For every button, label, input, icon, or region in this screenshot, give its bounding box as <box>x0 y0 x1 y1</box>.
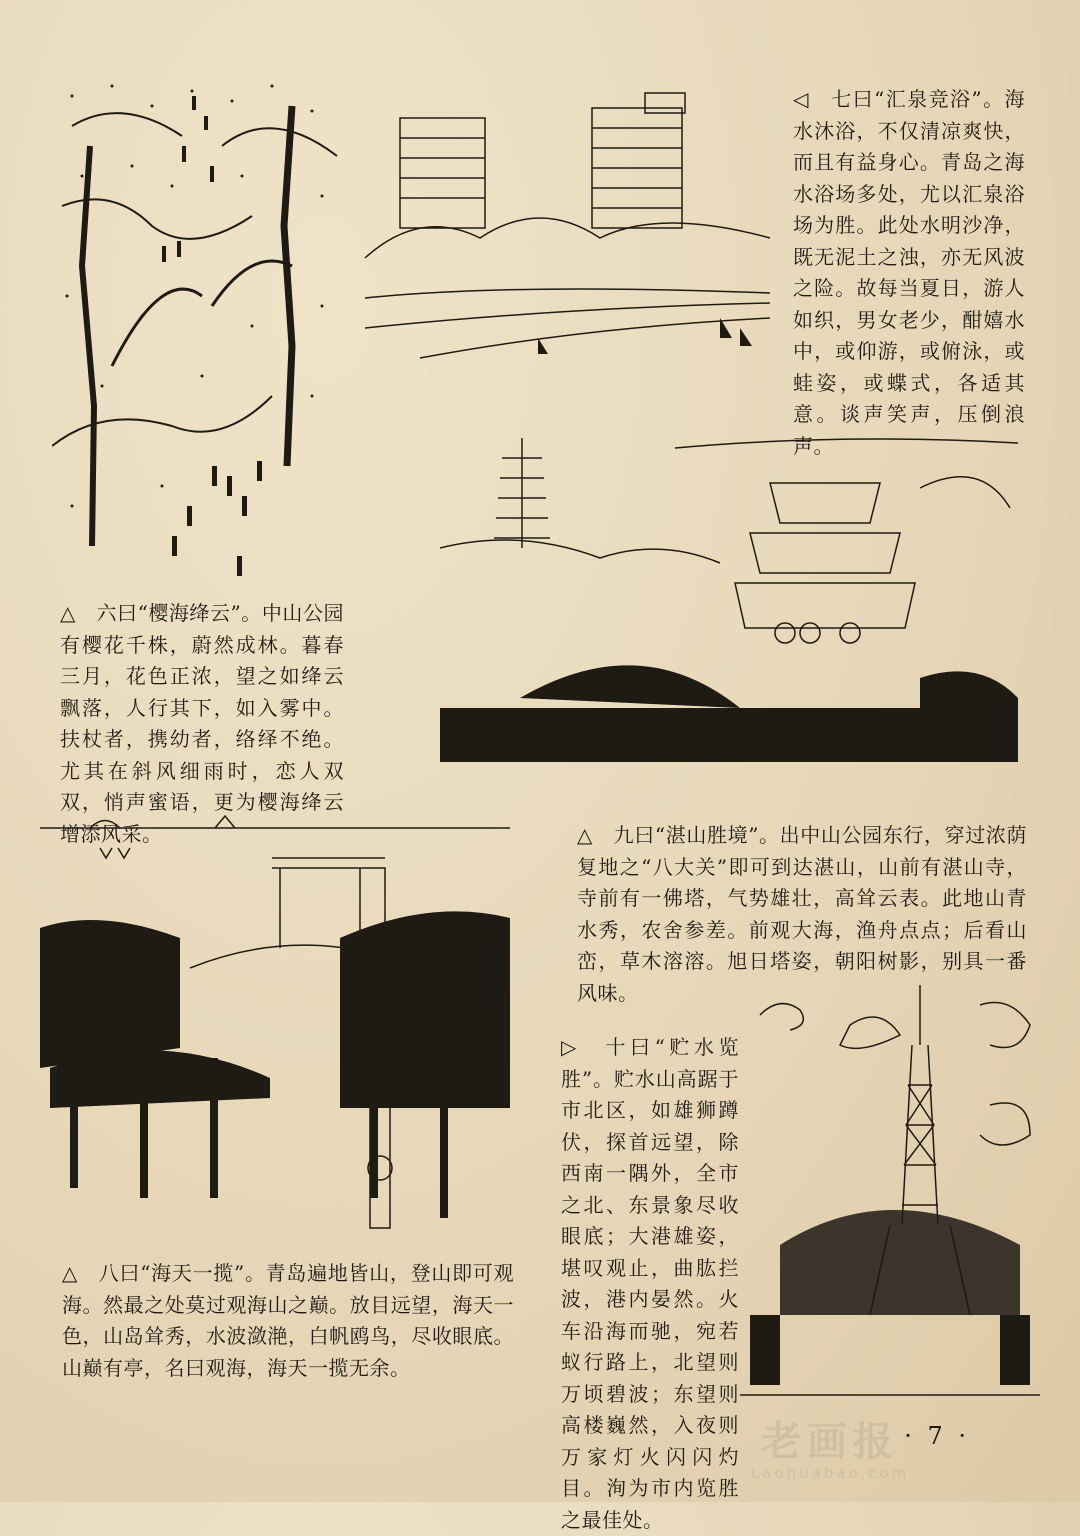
beach-drawing <box>360 88 775 368</box>
caption-day6: △ 六曰“樱海绛云”。中山公园有樱花千株，蔚然成林。暮春三月，花色正浓，望之如绛云飘落，人行其下，如入雾中。扶杖者，携幼者，络绎不绝。尤其在斜风细雨时，恋人双双，悄声蜜语，更为樱海绛云增添风采。 <box>60 601 344 846</box>
illustration-huiquan-beach <box>360 88 775 368</box>
caption-day9: △ 九曰“湛山胜境”。出中山公园东行，穿过浓荫复地之“八大关”即可到达湛山，山前有湛山寺，寺前有一佛塔，气势雄壮，高耸云表。此地山青水秀，农舍参差。前观大海，渔舟点点；后看山峦，草木溶溶。旭日塔姿，朝阳树影，别具一番风味。 <box>577 823 1027 1005</box>
cherry-trees-drawing <box>52 66 342 586</box>
watermark-sub: Laohuabao.com <box>750 1464 910 1482</box>
illustration-zhanshan-temple <box>440 428 1018 762</box>
page-number: · 7 · <box>904 1422 970 1450</box>
tower-drawing <box>740 985 1040 1405</box>
caption-day7: ◁ 七曰“汇泉竞浴”。海水沐浴，不仅清凉爽快，而且有益身心。青岛之海水浴场多处，尤以汇泉浴场为胜。此处水明沙净，既无泥土之浊，亦无风波之险。故每当夏日，游人如织，男女老少，酣嬉水中，或仰游，或俯泳，或蛙姿，或蝶式，各适其意。谈声笑声，压倒浪声。 <box>793 87 1025 458</box>
caption-day8: △ 八曰“海天一揽”。青岛遍地皆山，登山即可观海。然最之处莫过观海山之巅。放目远望，海天一色，山岛耸秀，水波潋滟，白帆鸥鸟，尽收眼底。山巅有亭，名曰观海，海天一揽无余。 <box>62 1261 514 1380</box>
illustration-guanhai-hill <box>40 808 510 1238</box>
caption-day10: ▷ 十曰“贮水览胜”。贮水山高踞于市北区，如雄狮蹲伏，探首远望，除西南一隅外，全市之北、东景象尽收眼底；大港雄姿，堪叹观止，曲肱拦波，港内晏然。火车沿海而驰，宛若蚁行路上，北望则万顷碧波；东望则高楼巍然，入夜则万家灯火闪闪灼目。洵为市内览胜之最佳处。 <box>561 1035 739 1532</box>
hill-drawing <box>40 808 510 1238</box>
temple-drawing <box>440 428 1018 762</box>
illustration-zhushui-tower <box>740 985 1040 1405</box>
watermark-main: 老画报 <box>761 1419 899 1465</box>
watermark-logo <box>720 1420 940 1490</box>
illustration-cherry-park <box>52 66 342 586</box>
